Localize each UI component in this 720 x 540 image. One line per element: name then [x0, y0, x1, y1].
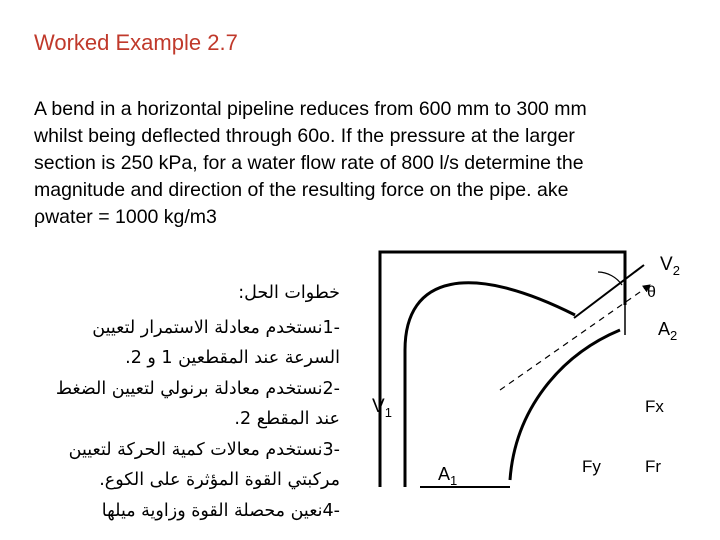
v2-arrow	[500, 285, 650, 390]
solution-steps	[14, 278, 340, 526]
problem-line: whilst being deflected through 60o. If the pressure at the larger	[34, 125, 575, 147]
v2-label: $V_2$	[660, 254, 680, 278]
solution-line: -1نستخدم معادلة الاستمرار لتعيين	[92, 317, 340, 338]
problem-line: section is 250 kPa, for a water flow rate of 800 l/s determine the	[34, 152, 584, 174]
solution-line: -2نستخدم معادلة برنولي لتعيين الضغط	[55, 378, 340, 399]
fy-label: Fy	[582, 457, 601, 476]
solution-line: -3نستخدم معالات كمية الحركة لتعيين	[68, 439, 340, 460]
fr-label: Fr	[645, 457, 662, 476]
solution-heading: خطوات الحل:	[238, 283, 340, 303]
theta-label: θ	[647, 284, 656, 301]
pipe-bend-wall	[510, 330, 620, 480]
section-a2-line	[574, 265, 644, 318]
a1-label: $A_1$	[438, 464, 458, 488]
problem-line: A bend in a horizontal pipeline reduces from 600 mm to 300 mm	[34, 98, 587, 120]
solution-line: عند المقطع 2.	[234, 409, 340, 429]
problem-statement	[34, 96, 684, 231]
v1-label: $V_1$	[372, 396, 392, 420]
a2-label: $A_2$	[658, 319, 678, 343]
pipe-inner-wall	[405, 283, 575, 487]
angle-arc	[598, 272, 622, 285]
solution-line: مركبتي القوة المؤثرة على الكوع.	[99, 470, 340, 490]
pipe-bend-figure	[360, 240, 705, 495]
problem-line: ρwater = 1000 kg/m3	[34, 206, 217, 228]
solution-line: -4نعين محصلة القوة وزاوية ميلها	[101, 500, 340, 521]
problem-line: magnitude and direction of the resulting force on the pipe. ake	[34, 179, 569, 201]
solution-line: السرعة عند المقطعين 1 و 2.	[125, 348, 340, 368]
slide-title: Worked Example 2.7	[34, 30, 238, 55]
fx-label: Fx	[645, 397, 664, 416]
